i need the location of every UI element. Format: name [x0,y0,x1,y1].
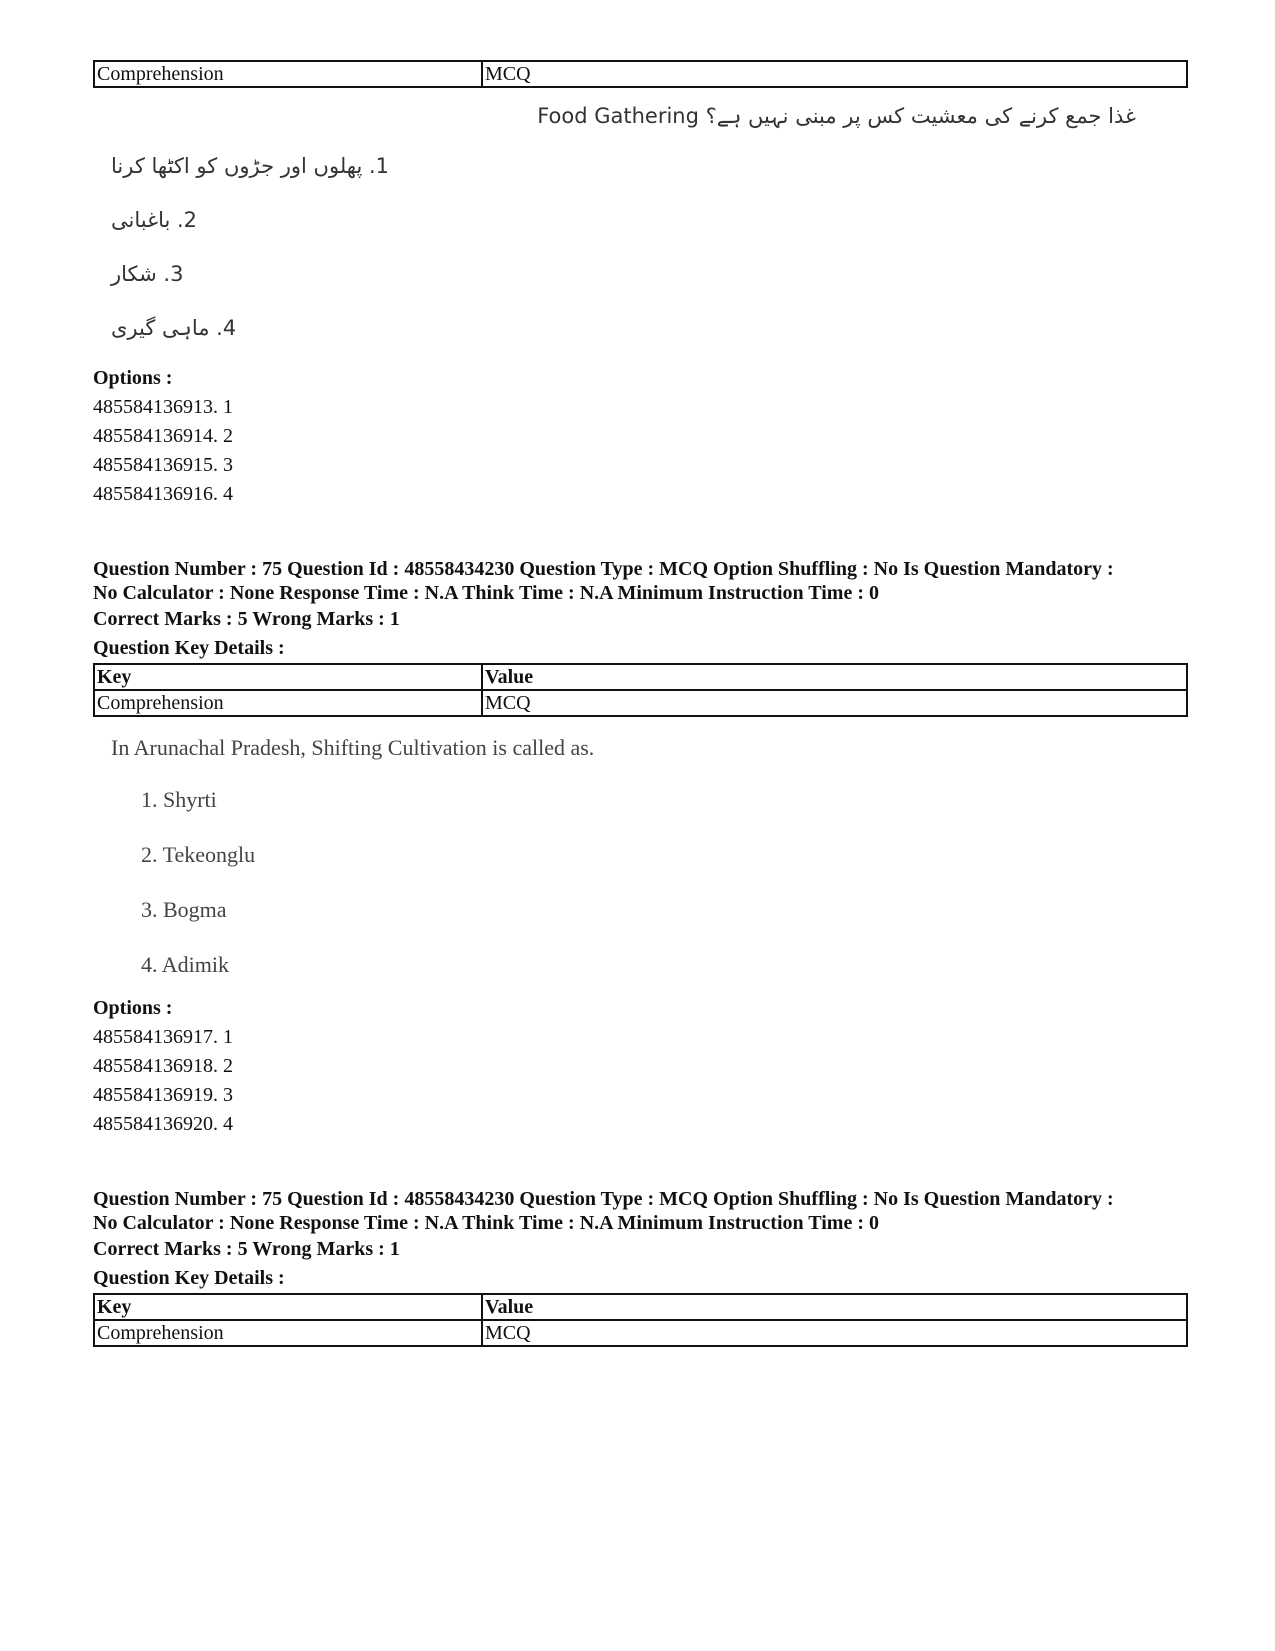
question-image-english [93,717,1188,992]
options-heading: Options : [93,367,173,389]
key-details-heading: Question Key Details : [93,637,285,659]
question-image-urdu [93,88,1188,362]
question-meta-line: Question Number : 75 Question Id : 48558434230 Question Type : MCQ Option Shuffling : No Is Question Mandatory : [93,558,1114,580]
question-meta-line: No Calculator : None Response Time : N.A Think Time : N.A Minimum Instruction Time : 0 [93,1212,879,1234]
choice-item [93,146,1188,200]
table-row [94,690,1187,716]
choice-text: 3. شکار [111,262,184,286]
question-text [93,88,1188,146]
table-cell-value: MCQ [482,61,1187,87]
option-line: 485584136919. 3 [93,1084,233,1106]
option-line: 485584136915. 3 [93,454,233,476]
table-header-value: Value [482,664,1187,690]
marks-line: Correct Marks : 5 Wrong Marks : 1 [93,1238,400,1260]
choice-text: 1. پھلوں اور جڑوں کو اکٹھا کرنا [111,154,390,178]
table-header-row [94,1294,1187,1320]
option-line: 485584136916. 4 [93,483,233,505]
table-cell-value: MCQ [482,1320,1187,1346]
table-row [94,1320,1187,1346]
option-line: 485584136918. 2 [93,1055,233,1077]
key-details-heading: Question Key Details : [93,1267,285,1289]
table-header-row [94,664,1187,690]
option-line: 485584136917. 1 [93,1026,233,1048]
option-line: 485584136920. 4 [93,1113,233,1135]
question-meta-line: Question Number : 75 Question Id : 48558434230 Question Type : MCQ Option Shuffling : No Is Question Mandatory : [93,1188,1114,1210]
document-page [93,60,1188,1347]
question-meta-line: No Calculator : None Response Time : N.A Think Time : N.A Minimum Instruction Time : 0 [93,582,879,604]
choice-text: 2. Tekeonglu [141,842,256,867]
table-header-key: Key [94,1294,482,1320]
choice-item [93,308,1188,362]
question-text: In Arunachal Pradesh, Shifting Cultivation is called as. [111,735,595,760]
key-details-table-1 [93,60,1188,88]
option-line: 485584136914. 2 [93,425,233,447]
marks-line: Correct Marks : 5 Wrong Marks : 1 [93,608,400,630]
choice-item [93,200,1188,254]
table-header-value: Value [482,1294,1187,1320]
table-header-key: Key [94,664,482,690]
choice-text: 3. Bogma [141,897,227,922]
option-line: 485584136913. 1 [93,396,233,418]
key-details-table-2 [93,663,1188,717]
table-row [94,61,1187,87]
table-cell-key: Comprehension [94,690,482,716]
question-line: غذا جمع کرنے کی معشیت کس پر مبنی نہیں ہے؟ Food Gathering [537,104,1136,128]
table-cell-key: Comprehension [94,61,482,87]
choice-item [93,254,1188,308]
choice-text: 4. Adimik [141,952,230,977]
key-details-table-3 [93,1293,1188,1347]
choice-text: 4. ماہی گیری [111,316,237,340]
table-cell-value: MCQ [482,690,1187,716]
table-cell-key: Comprehension [94,1320,482,1346]
choice-text: 1. Shyrti [141,787,217,812]
options-heading: Options : [93,997,173,1019]
choice-text: 2. باغبانی [111,208,198,232]
